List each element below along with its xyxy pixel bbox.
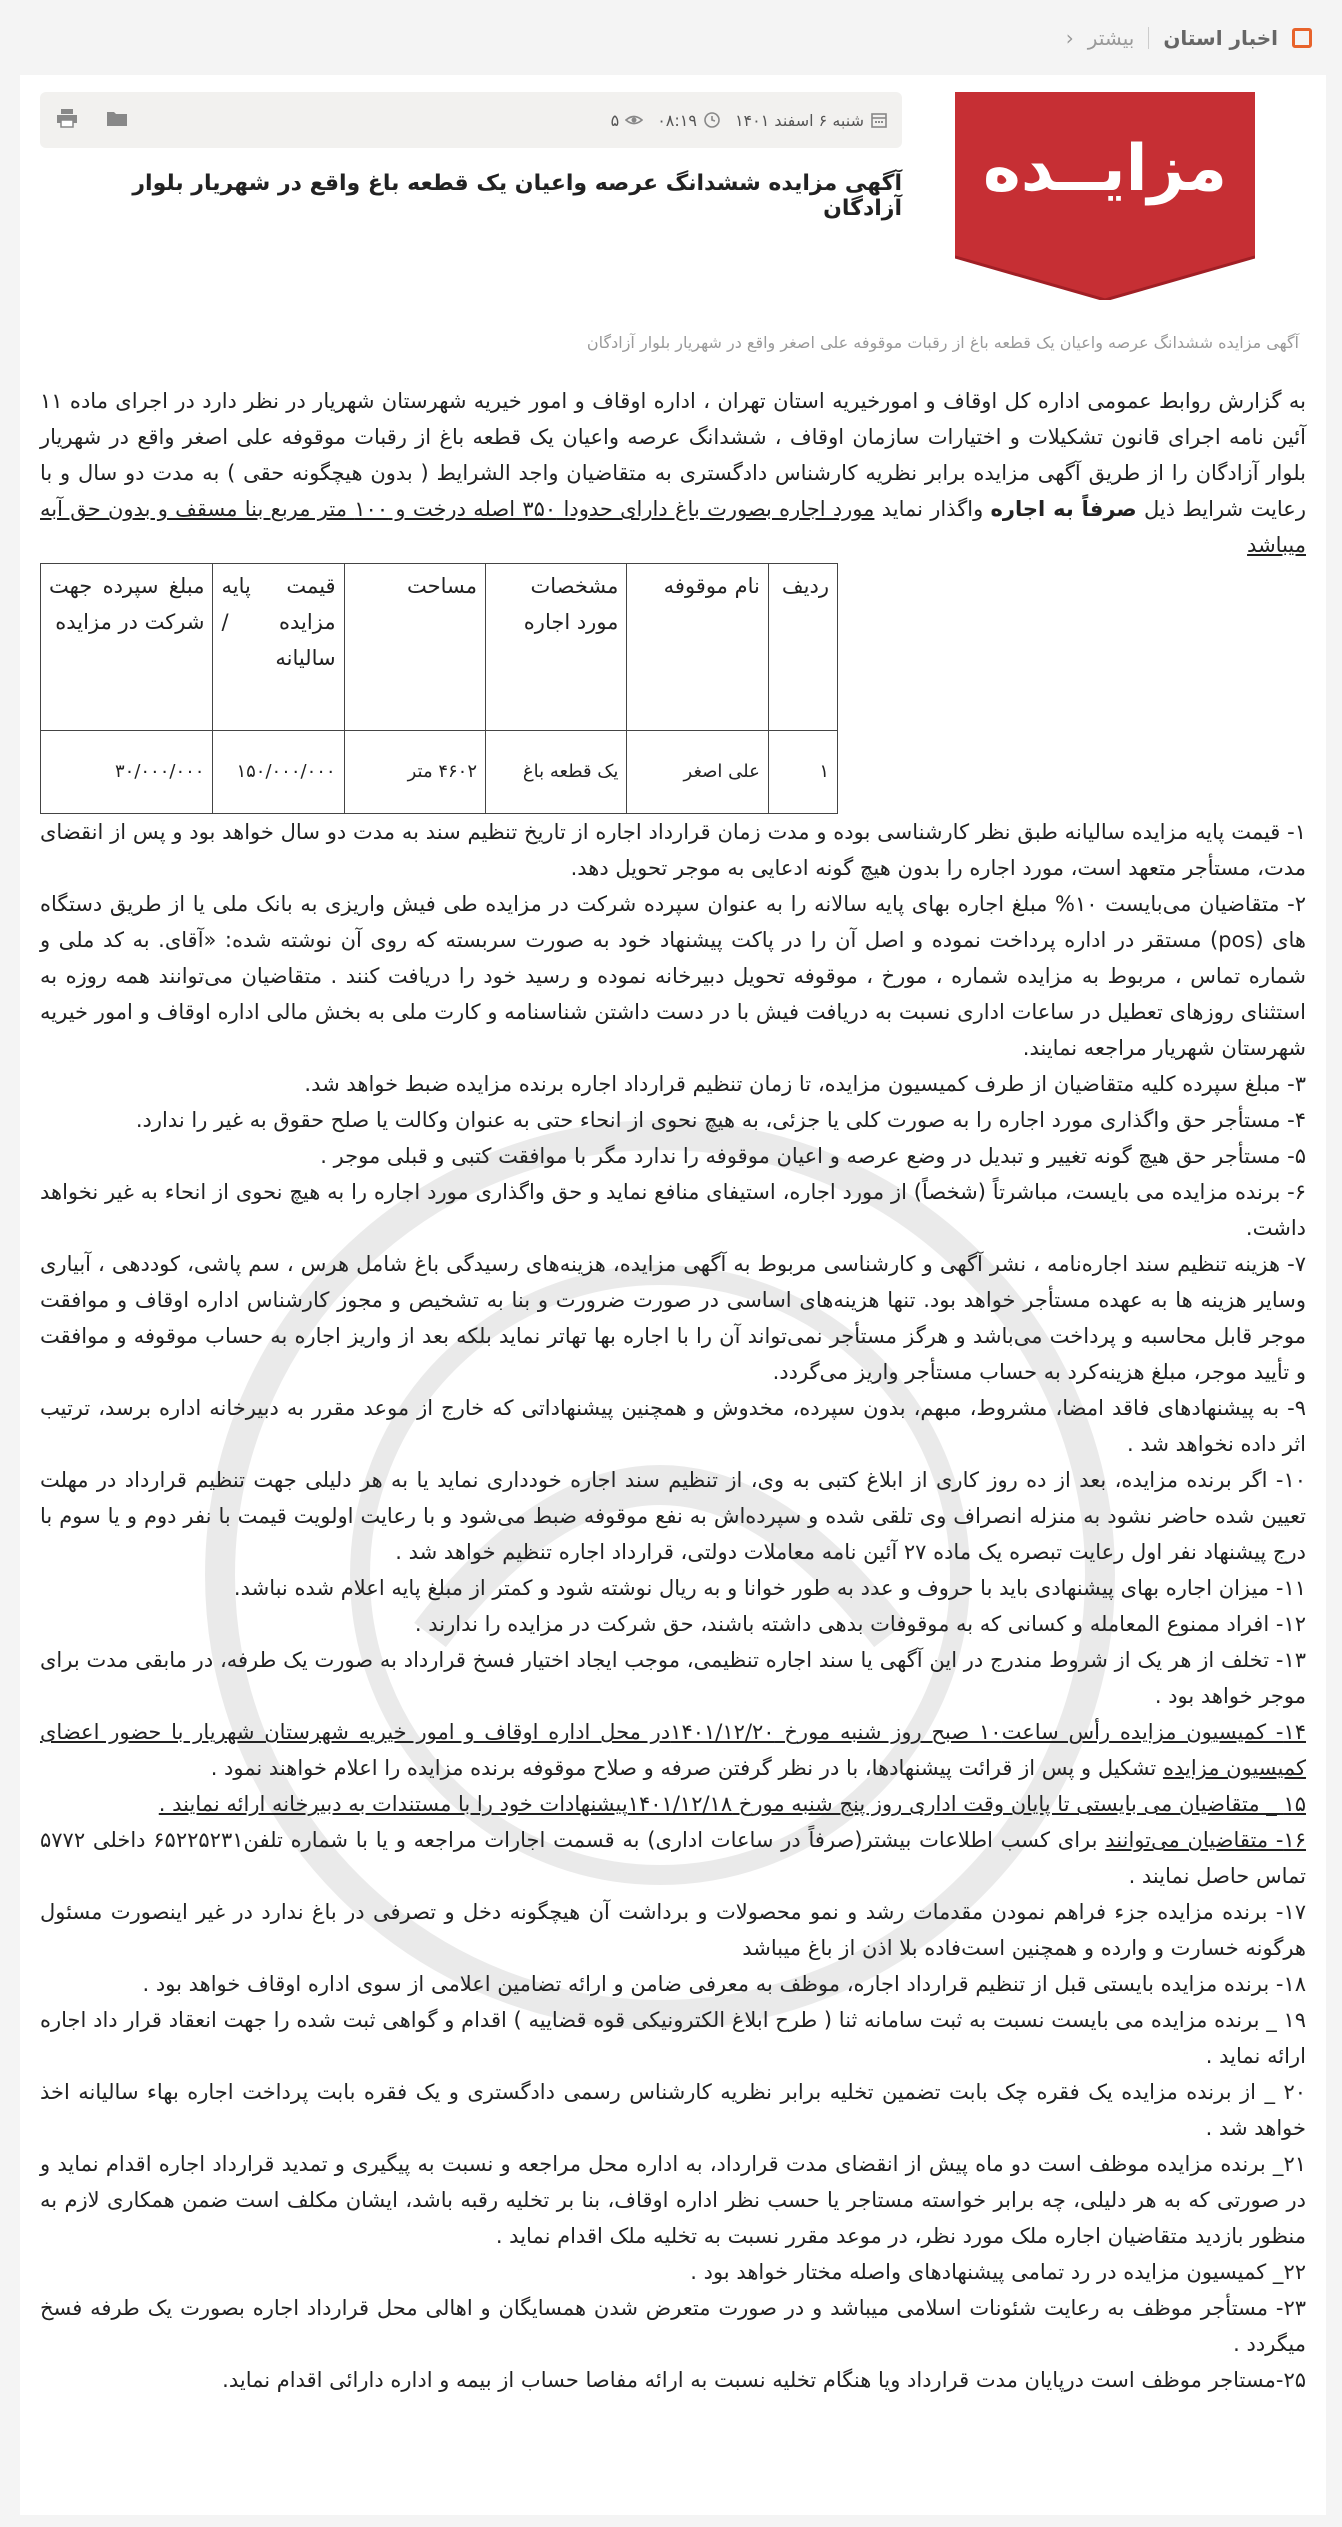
condition-item: ۱۲- افراد ممنوع المعامله و کسانی که به موقوفات بدهی داشته باشند، حق شرکت در مزایده را ندارند . — [414, 1612, 1306, 1636]
condition-item: ۵- مستأجر حق هیچ گونه تغییر و تبدیل در وضع عرصه و اعیان موقوفه را ندارد مگر با موافقت کتبی و قبلی موجر . — [320, 1144, 1306, 1168]
table-cell: ۴۶۰۲ متر — [344, 731, 485, 814]
condition-item: ۴- مستأجر حق واگذاری مورد اجاره را به صورت کلی یا جزئی، به هیچ نحوی از انحاء حتی به عنوان وکالت یا صلح حقوق به غیر را ندارد. — [135, 1108, 1306, 1132]
breadcrumb-divider — [1148, 27, 1149, 49]
print-icon[interactable] — [56, 108, 78, 128]
article-body — [40, 383, 1306, 2398]
condition-item-14 — [40, 1714, 1306, 1786]
breadcrumb-more-link[interactable]: بیشتر — [1087, 26, 1135, 50]
breadcrumb — [1066, 26, 1312, 50]
table-row — [41, 731, 838, 814]
table-header-cell: ردیف — [768, 564, 837, 731]
table-cell: ۱۵۰/۰۰۰/۰۰۰ — [213, 731, 344, 814]
article-time: ۰۸:۱۹ — [657, 110, 697, 130]
news-icon — [1292, 28, 1312, 48]
table-header-cell: قیمت پایه مزایده /سالیانه — [213, 564, 344, 731]
folder-icon[interactable] — [106, 108, 128, 128]
clock-icon — [703, 111, 721, 129]
intro-text-c: واگذار نماید — [874, 497, 991, 521]
condition-item: ۱۸- برنده مزایده بایستی قبل از تنظیم قرارداد اجاره، موظف به معرفی ضامن و ارائه تضامین اعلامی از سوی اداره اوقاف خواهد بود . — [142, 1972, 1306, 1996]
table-wrapper — [40, 563, 1306, 814]
auction-banner-image — [955, 92, 1255, 300]
intro-text-d: مورد اجاره بصورت باغ دارای حدودا ۳۵۰ اصله درخت و ۱۰۰ متر مربع بنا مسقف و بدون حق آبه میباشد — [40, 497, 1306, 557]
table-cell: علی اصغر — [627, 731, 768, 814]
table-header-cell: مساحت — [344, 564, 485, 731]
article-meta-bar — [40, 92, 902, 148]
condition-item: ۲۵-مستاجر موظف است درپایان مدت قرارداد ویا هنگام تخلیه نسبت به ارائه مفاصا حساب از بیمه و اداره دارائی اقدام نماید. — [222, 2368, 1306, 2392]
condition-item: ۲۰ _ از برنده مزایده یک فقره چک بابت تضمین تخلیه برابر نظریه کارشناس رسمی دادگستری و یک فقره بابت پرداخت اجاره بهاء سالیانه اخذ خواهد شد . — [40, 2080, 1306, 2140]
condition-item: ۷- هزینه تنظیم سند اجاره‌نامه ، نشر آگهی و کارشناسی مربوط به آگهی مزایده، هزینه‌های رسیدگی باغ شامل هرس ، سم پاشی، کوددهی ، آبیاری وسایر هزینه ها به عهده مستأجر خواهد بود. تنها هزینه‌های اساسی در صورت ضرورت و بنا به تشخیص و مجوز کارشناس اداره اوقاف و موافقت موجر قابل محاسبه و پرداخت می‌باشد و هرگز مستأجر نمی‌تواند آن را با اجاره بها تهاتر نماید بلکه بعد از واریز اجاره به حساب موقوفه و موافقت و تأیید موجر، مبلغ هزینه‌کرد به حساب مستأجر واریز می‌گردد. — [40, 1252, 1306, 1384]
table-header-cell: مبلغ سپرده جهت شرکت در مزایده — [41, 564, 213, 731]
table-header-cell: مشخصات مورد اجاره — [486, 564, 627, 731]
item14-underlined: ۱۴- کمیسیون مزایده رأس ساعت۱۰ صبح روز شنبه مورخ ۱۴۰۱/۱۲/۲۰در محل اداره اوقاف و امور خیریه شهرستان شهریار با حضور اعضای کمیسیون مزایده — [40, 1720, 1306, 1780]
intro-text-a: به گزارش روابط عمومی اداره کل اوقاف و امورخیریه استان تهران ، اداره اوقاف و امور خیریه شهرستان شهریار در نظر دارد در اجرای ماده ۱۱ آئین نامه اجرای قانون تشکیلات و اختیارات سازمان اوقاف ، ششدانگ عرصه واعیان یک قطعه باغ از رقبات موقوفه علی اصغر واقع در شهریار بلوار آزادگان را از طریق آگهی مزایده برابر نظریه کارشناس دادگستری به متقاضیان واجد الشرایط ( بدون هیچگونه حقی ) به مدت دو سال و با رعایت شرایط ذیل — [40, 389, 1306, 521]
banner-text: مزایــده — [983, 132, 1227, 206]
condition-item: ۲۱_ برنده مزایده موظف است دو ماه پیش از انقضای مدت قرارداد، به اداره محل مراجعه و نسبت به پیگیری و تمدید قرارداد اجاره اقدام نماید و در صورتی که به هر دلیلی، چه برابر خواسته مستاجر یا حسب نظر اداره اوقاف، بنا بر تخلیه رقبه باشد، ایشان مکلف است ضمن همکاری لازم به منظور بازدید متقاضیان اجاره ملک مورد نظر، در موعد مقرر نسبت به تخلیه ملک اقدام نماید . — [40, 2152, 1306, 2248]
condition-item-16 — [40, 1822, 1306, 1894]
item14-rest: تشکیل و پس از قرائت پیشنهادها، با در نظر گرفتن صرفه و صلاح موقوفه برنده مزایده را اعلام خواهند نمود . — [210, 1756, 1163, 1780]
chevron-left-icon: ‹ — [1065, 26, 1074, 50]
article-card — [20, 75, 1326, 2515]
condition-item: ۹- به پیشنهادهای فاقد امضا، مشروط، مبهم، بدون سپرده، مخدوش و همچنین پیشنهاداتی که خارج از موعد مقرر به دبیرخانه اداره برسد، ترتیب اثر داده نخواهد شد . — [40, 1396, 1306, 1456]
table-header-cell: نام موقوفه — [627, 564, 768, 731]
table-cell: ۱ — [768, 731, 837, 814]
condition-item: ۱۹ _ برنده مزایده می بایست نسبت به ثبت سامانه ثنا ( طرح ابلاغ الکترونیکی قوه قضاییه ) اقدام و گواهی ثبت شده را جهت انعقاد قرار داد اجاره ارائه نماید . — [40, 2008, 1306, 2068]
article-title: آگهی مزایده ششدانگ عرصه واعیان یک قطعه باغ واقع در شهریار بلوار آزادگان — [132, 171, 902, 221]
eye-icon — [625, 111, 643, 129]
condition-item: ۱۰- اگر برنده مزایده، بعد از ده روز کاری از ابلاغ کتبی به وی، از تنظیم سند اجاره خودداری نماید یا به هر دلیلی جهت تنظیم قرارداد در مهلت تعیین شده حاضر نشود به منزله انصراف وی تلقی شده و سپرده‌اش به نفع موقوفه ضبط می‌شود و با رعایت اولویت قیمت با نفر دوم و یا سوم با درج پیشنهاد نفر اول رعایت تبصره یک ماده ۲۷ آئین نامه معاملات دولتی، قرارداد اجاره تنظیم خواهد شد . — [40, 1468, 1306, 1564]
intro-paragraph — [40, 383, 1306, 563]
condition-item-15: ۱۵ _ متقاضیان می بایستی تا پایان وقت اداری روز پنج شنبه مورخ ۱۴۰۱/۱۲/۱۸پیشنهادات خود را با مستندات به دبیرخانه ارائه نمایند . — [158, 1792, 1306, 1816]
condition-item: ۱- قیمت پایه مزایده سالیانه طبق نظر کارشناسی بوده و مدت زمان قرارداد اجاره از تاریخ تنظیم سند به مدت دو سال خواهد بود و پس از انقضای مدت، مستأجر متعهد است، مورد اجاره را بدون هیچ گونه ادعایی به موجر تحویل دهد. — [40, 820, 1306, 880]
table-header-row — [41, 564, 838, 731]
table-cell: ۳۰/۰۰۰/۰۰۰ — [41, 731, 213, 814]
condition-item: ۲- متقاضیان می‌بایست ۱۰% مبلغ اجاره بهای پایه سالانه را به عنوان سپرده شرکت در مزایده طی فیش واریزی به بانک ملی یا از طریق دستگاه های (pos) مستقر در اداره پرداخت نموده و اصل آن را در پاکت پیشنهاد خود به صورت سربسته که روی آن نوشته شده: «آقای. به کد ملی و شماره تماس ، مربوط به مزایده شماره ، مورخ ، موقوفه تحویل دبیرخانه نموده و رسید خود را دریافت کنند . متقاضیان می‌توانند همه روزه به استثنای روزهای تعطیل در ساعات اداری نسبت به دریافت فیش با در دست داشتن شناسنامه و کارت ملی به بخش مالی اداره اوقاف و امور خیریه شهرستان شهریار مراجعه نمایند. — [40, 892, 1306, 1060]
condition-item: ۳- مبلغ سپرده کلیه متقاضیان از طرف کمیسیون مزایده، تا زمان تنظیم قرارداد اجاره برنده مزایده ضبط خواهد شد. — [304, 1072, 1306, 1096]
article-date: شنبه ۶ اسفند ۱۴۰۱ — [734, 110, 864, 130]
date-meta — [735, 111, 888, 130]
condition-item: ۶- برنده مزایده می بایست، مباشرتاً (شخصاً) از مورد اجاره، استیفای منافع نماید و حق واگذاری مورد اجاره را به هیچ نحوی از انحاء به غیر نخواهد داشت. — [40, 1180, 1306, 1240]
views-meta — [611, 111, 644, 130]
condition-item: ۱۳- تخلف از هر یک از شروط مندرج در این آگهی یا سند اجاره تنظیمی، موجب ایجاد اختیار فسخ قرارداد به صورت یک طرفه، در مابقی مدت برای موجر خواهد بود . — [40, 1648, 1306, 1708]
view-count: ۵ — [610, 110, 620, 130]
article-subtitle: آگهی مزایده ششدانگ عرصه واعیان یک قطعه باغ از رقبات موقوفه علی اصغر واقع در شهریار بلوار آزادگان — [586, 333, 1299, 352]
time-meta — [657, 111, 721, 130]
condition-item: ۱۱- میزان اجاره بهای پیشنهادی باید با حروف و عدد به طور خوانا و به ریال نوشته شود و کمتر از مبلغ پایه اعلام شده نباشد. — [233, 1576, 1306, 1600]
item16-underlined: ۱۶- متقاضیان می‌توانند — [1105, 1828, 1306, 1852]
condition-item: ۱۷- برنده مزایده جزء فراهم نمودن مقدمات رشد و نمو محصولات و برداشت آن هیچگونه دخل و تصرفی در باغ ندارد در غیر اینصورت مسئول هرگونه خسارت و وارده و همچنین است‌فاده بلا اذن از باغ میباشد — [40, 1900, 1306, 1960]
calendar-icon — [870, 111, 888, 129]
condition-item: ۲۳- مستأجر موظف به رعایت شئونات اسلامی میباشد و در صورت متعرض شدن همسایگان و اهالی محل قرارداد اجاره بصورت یک طرفه فسخ میگردد . — [40, 2296, 1306, 2356]
breadcrumb-section-link[interactable]: اخبار استان — [1163, 26, 1278, 50]
item16-rest: برای کسب اطلاعات بیشتر(صرفاً در ساعات اداری) به قسمت اجارات مراجعه و یا با شماره تلفن۶۵۲۲۵۲۳۱ داخلی ۵۷۷۲ تماس حاصل نمایند . — [40, 1828, 1306, 1888]
condition-item: ۲۲_ کمیسیون مزایده در رد تمامی پیشنهادهای واصله مختار خواهد بود . — [690, 2260, 1306, 2284]
table-spacer — [838, 563, 1306, 814]
intro-text-b: صرفاً به اجاره — [990, 497, 1137, 521]
auction-table — [40, 563, 838, 814]
table-cell: یک قطعه باغ — [486, 731, 627, 814]
